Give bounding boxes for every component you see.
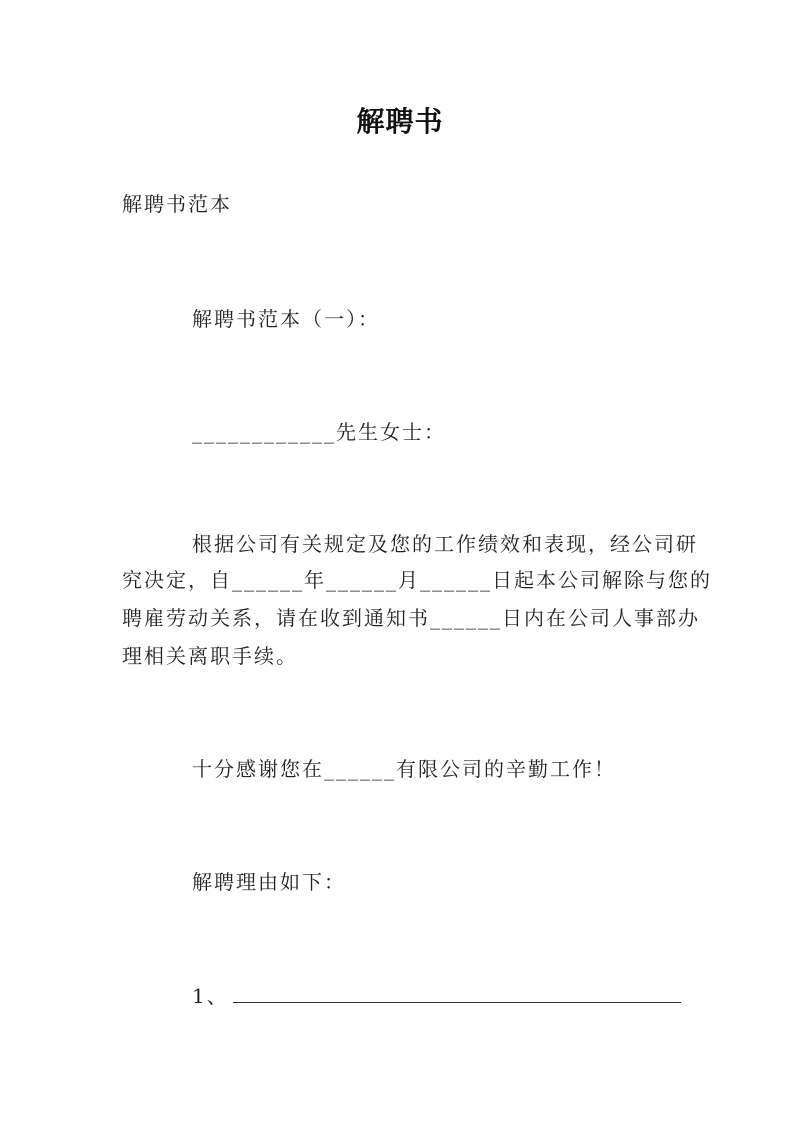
paragraph-line-1: 根据公司有关规定及您的工作绩效和表现，经公司研	[192, 532, 698, 556]
paragraph-line-4: 理相关离职手续。	[122, 644, 298, 668]
document-subtitle: 解聘书范本	[122, 192, 232, 216]
reason-item-number: 1、	[192, 984, 229, 1008]
reason-item-1	[192, 982, 681, 1010]
document-title: 解聘书	[356, 105, 444, 138]
reason-blank-line	[233, 982, 681, 1003]
section-heading: 解聘书范本（一）：	[192, 307, 380, 331]
thanks-line: 十分感谢您在______有限公司的辛勤工作！	[192, 757, 616, 781]
paragraph-line-2: 究决定，自______年______月______日起本公司解除与您的	[122, 568, 712, 592]
paragraph-line-3: 聘雇劳动关系，请在收到通知书______日内在公司人事部办	[122, 606, 700, 630]
reasons-heading: 解聘理由如下：	[192, 870, 346, 894]
salutation-line: ____________先生女士：	[192, 420, 446, 444]
